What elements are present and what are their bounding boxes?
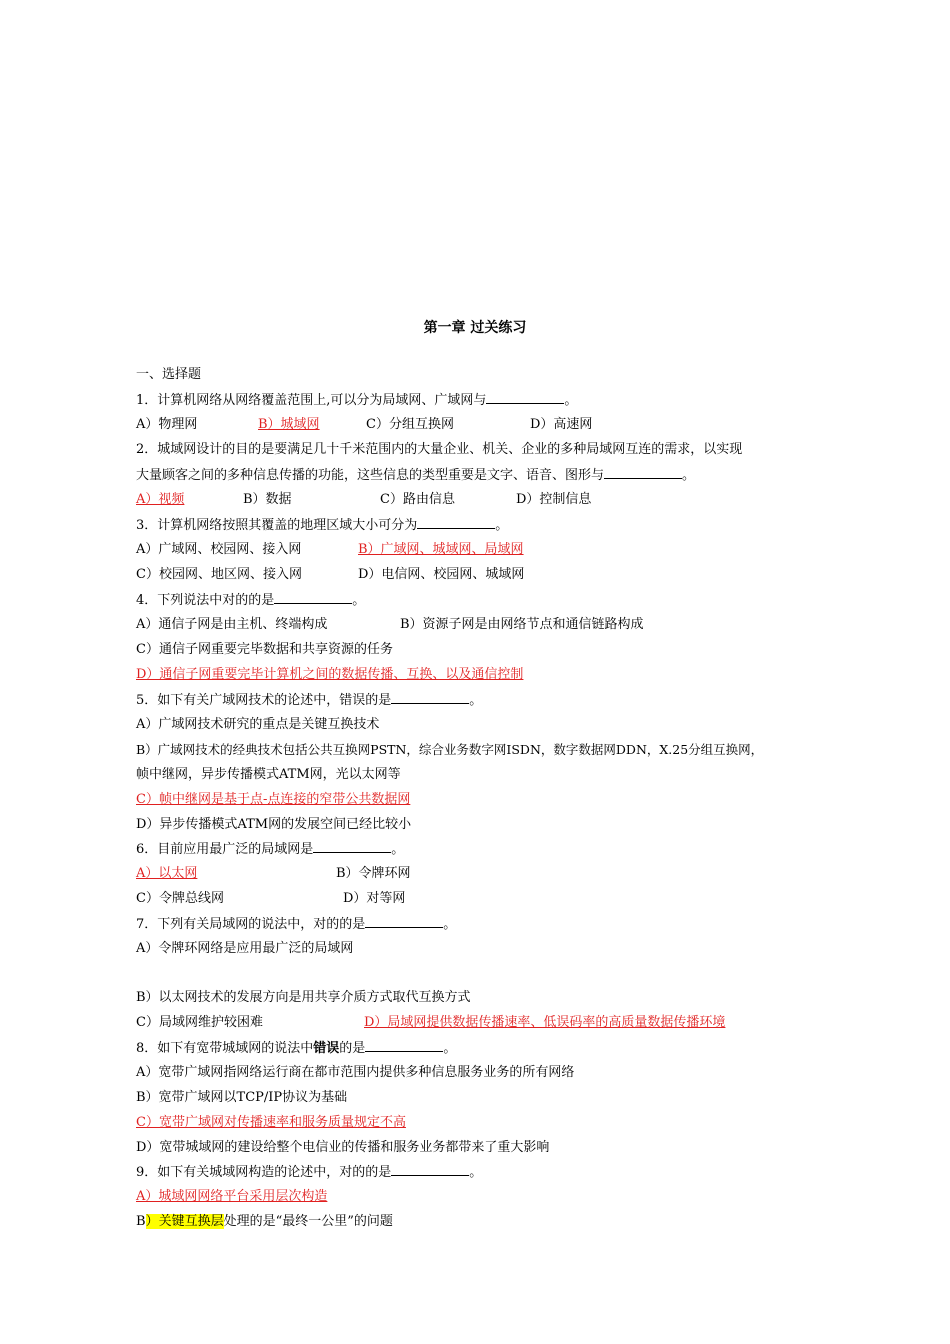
option-b: B）以太网技术的发展方向是用共享介质方式取代互换方式 — [136, 990, 471, 1005]
answer-blank — [365, 915, 443, 928]
option-c: C）路由信息 — [380, 492, 455, 507]
emphasis-wrong: 错误 — [313, 1041, 340, 1056]
answer-blank — [313, 840, 391, 853]
stem-end: 。 — [352, 593, 366, 608]
option-a: A）物理网 — [136, 417, 198, 432]
option-b: B）宽带广域网以TCP/IP协议为基础 — [136, 1090, 348, 1105]
option-c: C）局域网维护较困难 — [136, 1015, 263, 1030]
answer-blank — [391, 1163, 469, 1176]
option-a: A）宽带广域网指网络运行商在都市范围内提供多种信息服务业务的所有网络 — [136, 1065, 575, 1080]
option-d: D）异步传播模式ATM网的发展空间已经比较小 — [136, 817, 412, 832]
question-4 — [136, 591, 365, 610]
answer-blank — [274, 591, 352, 604]
answer-blank — [391, 691, 469, 704]
answer-blank — [365, 1039, 443, 1052]
option-b-text: 处理的是“最终一公里”的问题 — [223, 1214, 393, 1229]
option-a-answer: A）城域网网络平台采用层次构造 — [136, 1189, 328, 1204]
option-b-answer: B）广域网、城域网、局域网 — [358, 542, 524, 557]
question-stem: 6．目前应用最广泛的局域网是 — [136, 842, 314, 857]
question-stem: 大量顾客之间的多种信息传播的功能，这些信息的类型重要是文字、语音、图形与 — [136, 468, 605, 483]
option-d: D）对等网 — [343, 891, 406, 906]
option-a: A）广域网、校园网、接入网 — [136, 542, 302, 557]
option-c: C）分组互换网 — [366, 417, 454, 432]
option-d: D）宽带城域网的建设给整个电信业的传播和服务业务都带来了重大影响 — [136, 1140, 550, 1155]
question-stem-tail: 的是 — [339, 1041, 366, 1056]
highlighted-text: ）关键互换层 — [145, 1214, 224, 1229]
question-2-line2 — [136, 466, 695, 485]
question-stem: 7．下列有关局域网的说法中，对的的是 — [136, 917, 366, 932]
option-b: B）数据 — [243, 492, 292, 507]
option-b-line1: B）广域网技术的经典技术包括公共互换网PSTN，综合业务数字网ISDN，数字数据网DDN，X.25分组互换网， — [136, 742, 764, 757]
answer-blank — [417, 516, 495, 529]
question-2-line1: 2．城域网设计的目的是要满足几十千米范围内的大量企业、机关、企业的多种局域网互连的需求，以实现 — [136, 442, 743, 457]
option-b-answer: B）城域网 — [258, 417, 320, 432]
option-c: C）令牌总线网 — [136, 891, 224, 906]
stem-end: 。 — [682, 468, 696, 483]
option-d: D）高速网 — [530, 417, 593, 432]
answer-blank — [486, 391, 564, 404]
option-a: A）通信子网是由主机、终端构成 — [136, 617, 328, 632]
question-stem: 8．如下有宽带城域网的说法中 — [136, 1041, 314, 1056]
section-heading: 一、选择题 — [136, 367, 202, 382]
answer-blank — [604, 466, 682, 479]
stem-end: 。 — [469, 693, 483, 708]
option-a-answer: A）视频 — [136, 492, 185, 507]
option-d: D）电信网、校园网、城域网 — [358, 567, 525, 582]
page-title: 第一章 过关练习 — [423, 320, 527, 336]
question-stem: 3．计算机网络按照其覆盖的地理区域大小可分为 — [136, 518, 418, 533]
question-stem: 5．如下有关广域网技术的论述中，错误的是 — [136, 693, 392, 708]
option-b: B）令牌环网 — [336, 866, 411, 881]
stem-end: 。 — [443, 1041, 457, 1056]
question-7 — [136, 915, 456, 934]
question-5 — [136, 691, 482, 710]
option-a: A）令牌环网络是应用最广泛的局域网 — [136, 941, 354, 956]
option-b: B）资源子网是由网络节点和通信链路构成 — [400, 617, 644, 632]
option-c-answer: C）帧中继网是基于点-点连接的窄带公共数据网 — [136, 792, 411, 807]
option-d-answer: D）通信子网重要完毕计算机之间的数据传播、互换、以及通信控制 — [136, 667, 524, 682]
question-6 — [136, 840, 404, 859]
question-stem: 4．下列说法中对的的是 — [136, 593, 275, 608]
option-b-line2: 帧中继网，异步传播模式ATM网，光以太网等 — [136, 767, 401, 782]
stem-end: 。 — [469, 1165, 483, 1180]
option-c: C）通信子网重要完毕数据和共享资源的任务 — [136, 642, 393, 657]
option-a-answer: A）以太网 — [136, 866, 198, 881]
stem-end: 。 — [564, 393, 578, 408]
option-c: C）校园网、地区网、接入网 — [136, 567, 302, 582]
option-c-answer: C）宽带广域网对传播速率和服务质量规定不高 — [136, 1115, 406, 1130]
option-d-answer: D）局域网提供数据传播速率、低误码率的高质量数据传播环境 — [364, 1015, 726, 1030]
question-8 — [136, 1039, 456, 1058]
stem-end: 。 — [495, 518, 509, 533]
option-b-letter: B — [136, 1214, 146, 1229]
option-d: D）控制信息 — [516, 492, 592, 507]
question-9 — [136, 1163, 482, 1182]
option-b — [136, 1213, 393, 1231]
stem-end: 。 — [443, 917, 457, 932]
question-1 — [136, 391, 577, 410]
option-a: A）广域网技术研究的重点是关键互换技术 — [136, 717, 380, 732]
question-stem: 1．计算机网络从网络覆盖范围上,可以分为局域网、广域网与 — [136, 393, 487, 408]
question-stem: 9．如下有关城域网构造的论述中，对的的是 — [136, 1165, 392, 1180]
stem-end: 。 — [391, 842, 405, 857]
question-3 — [136, 516, 508, 535]
